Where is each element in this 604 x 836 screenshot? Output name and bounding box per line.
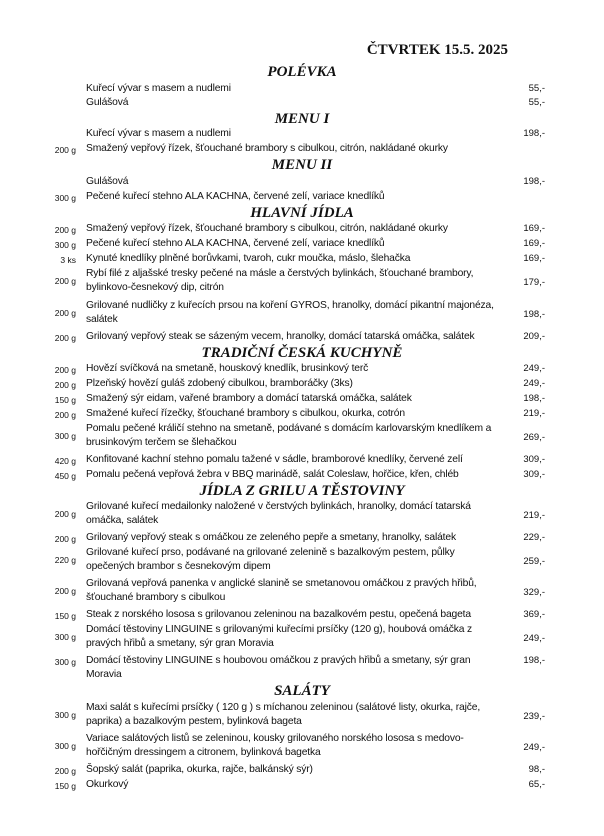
item-description: Domácí těstoviny LINGUINE s houbovou omáčkou z pravých hřibů a smetany, sýr gran Moravia <box>86 655 471 680</box>
item-price: 329,- <box>523 587 545 598</box>
item-price: 259,- <box>523 556 545 567</box>
menu-item <box>0 175 604 189</box>
item-price: 209,- <box>523 331 545 342</box>
item-weight: 300 g <box>54 431 76 441</box>
menu-item <box>0 190 604 204</box>
item-price: 229,- <box>523 532 545 543</box>
item-weight: 200 g <box>54 766 76 776</box>
item-description: Smažený sýr eidam, vařené brambory a domácí tatarská omáčka, salátek <box>86 393 412 404</box>
item-description: Gulášová <box>86 176 129 187</box>
item-weight: 200 g <box>54 333 76 343</box>
item-price: 219,- <box>523 510 545 521</box>
item-price: 198,- <box>523 176 545 187</box>
menu-item <box>0 392 604 406</box>
item-weight: 150 g <box>54 395 76 405</box>
item-description: Pečené kuřecí stehno ALA KACHNA, červené zelí, variace knedlíků <box>86 191 385 202</box>
menu-item <box>0 608 604 622</box>
menu-item <box>0 453 604 467</box>
item-weight: 150 g <box>54 781 76 791</box>
item-description: Steak z norského lososa s grilovanou zeleninou na bazalkovém pestu, opečená bageta <box>86 609 471 620</box>
item-weight: 200 g <box>54 586 76 596</box>
item-description: Kuřecí vývar s masem a nudlemi <box>86 128 231 139</box>
item-weight: 200 g <box>54 534 76 544</box>
item-description: Pečené kuřecí stehno ALA KACHNA, červené zelí, variace knedlíků <box>86 238 385 249</box>
menu-item <box>0 299 604 327</box>
item-description: Variace salátových listů se zeleninou, kousky grilovaného norského lososa s medovo-hořčičným dressingem a citronem, bylinková bagetka <box>86 733 464 758</box>
item-weight: 300 g <box>54 657 76 667</box>
item-description: Hovězí svíčková na smetaně, houskový knedlík, brusinkový terč <box>86 363 369 374</box>
item-price: 169,- <box>523 238 545 249</box>
menu-item <box>0 500 604 528</box>
item-weight: 300 g <box>54 741 76 751</box>
item-description: Smažený vepřový řízek, šťouchané brambory s cibulkou, citrón, nakládané okurky <box>86 223 448 234</box>
item-description: Okurkový <box>86 779 129 790</box>
menu-item <box>0 142 604 156</box>
item-price: 198,- <box>523 128 545 139</box>
item-price: 249,- <box>523 363 545 374</box>
menu-item <box>0 267 604 295</box>
item-price: 249,- <box>523 378 545 389</box>
item-price: 198,- <box>523 655 545 666</box>
item-weight: 300 g <box>54 632 76 642</box>
section-title: MENU II <box>271 157 333 173</box>
item-weight: 200 g <box>54 145 76 155</box>
section-title: SALÁTY <box>274 683 330 699</box>
item-price: 369,- <box>523 609 545 620</box>
item-description: Kynuté knedlíky plněné borůvkami, tvaroh, cukr moučka, máslo, šlehačka <box>86 253 411 264</box>
menu-item <box>0 577 604 605</box>
item-description: Konfitované kachní stehno pomalu tažené v sádle, bramborové knedlíky, červené zelí <box>86 454 463 465</box>
item-price: 269,- <box>523 432 545 443</box>
menu-item <box>0 237 604 251</box>
item-price: 249,- <box>523 742 545 753</box>
item-description: Grilované kuřecí prso, podávané na grilované zelenině s bazalkovým pestem, půlky opečených brambor s česnekovým dipem <box>86 547 455 572</box>
item-weight: 300 g <box>54 240 76 250</box>
section-title: MENU I <box>274 111 330 127</box>
item-price: 198,- <box>523 309 545 320</box>
menu-item <box>0 623 604 651</box>
item-price: 249,- <box>523 633 545 644</box>
item-weight: 3 ks <box>60 255 76 265</box>
item-weight: 450 g <box>54 471 76 481</box>
menu-item <box>0 778 604 792</box>
item-price: 55,- <box>528 97 545 108</box>
item-weight: 150 g <box>54 611 76 621</box>
menu-item <box>0 422 604 450</box>
menu-item <box>0 468 604 482</box>
item-description: Grilovaný vepřový steak se sázeným vecem, hranolky, domácí tatarská omáčka, salátek <box>86 331 475 342</box>
item-description: Maxi salát s kuřecími prsíčky ( 120 g ) s míchanou zeleninou (salátové listy, okurka, rajče, paprika) a bazalkovým pestem, bylinková bageta <box>86 702 481 727</box>
menu-item <box>0 127 604 141</box>
item-description: Grilovaný vepřový steak s omáčkou ze zeleného pepře a smetany, hranolky, salátek <box>86 532 456 543</box>
menu-date: ČTVRTEK 15.5. 2025 <box>366 42 508 58</box>
item-description: Gulášová <box>86 97 129 108</box>
menu-item <box>0 82 604 96</box>
section-title: TRADIČNÍ ČESKÁ KUCHYNĚ <box>201 345 403 361</box>
item-description: Kuřecí vývar s masem a nudlemi <box>86 83 231 94</box>
menu-item <box>0 330 604 344</box>
item-weight: 200 g <box>54 308 76 318</box>
item-price: 239,- <box>523 711 545 722</box>
item-price: 169,- <box>523 223 545 234</box>
item-description: Šopský salát (paprika, okurka, rajče, balkánský sýr) <box>86 764 313 775</box>
item-weight: 200 g <box>54 509 76 519</box>
item-description: Grilovaná vepřová panenka v anglické slanině se smetanovou omáčkou z pravých hřibů, šťouchané brambory s cibulkou <box>86 578 477 603</box>
item-description: Grilované kuřecí medailonky naložené v čerstvých bylinkách, hranolky, domácí tatarská omáčka, salátek <box>86 501 471 526</box>
item-weight: 420 g <box>54 456 76 466</box>
item-price: 309,- <box>523 469 545 480</box>
menu-item <box>0 407 604 421</box>
menu-item <box>0 546 604 574</box>
section-title: HLAVNÍ JÍDLA <box>250 205 354 221</box>
menu-item <box>0 701 604 729</box>
item-weight: 200 g <box>54 276 76 286</box>
item-description: Smažený vepřový řízek, šťouchané brambory s cibulkou, citrón, nakládané okurky <box>86 143 448 154</box>
item-price: 55,- <box>528 83 545 94</box>
item-weight: 200 g <box>54 365 76 375</box>
menu-item <box>0 252 604 266</box>
item-weight: 200 g <box>54 380 76 390</box>
item-description: Pomalu pečené králičí stehno na smetaně, podávané s domácím karlovarským knedlíkem a brusinkovým terčem se šlehačkou <box>86 423 492 448</box>
item-description: Domácí těstoviny LINGUINE s grilovanými kuřecími prsíčky (120 g), houbová omáčka z pravých hřibů a smetany, sýr gran Moravia <box>86 624 472 649</box>
item-description: Grilované nudličky z kuřecích prsou na koření GYROS, hranolky, domácí pikantní majonéza, salátek <box>86 300 494 325</box>
menu-item <box>0 377 604 391</box>
item-description: Rybí filé z aljašské tresky pečené na másle a čerstvých bylinkách, šťouchané brambory, bylinkovo-česnekový dip, citrón <box>86 268 474 293</box>
item-price: 179,- <box>523 277 545 288</box>
item-weight: 200 g <box>54 225 76 235</box>
section-title: JÍDLA Z GRILU A TĚSTOVINY <box>199 483 405 499</box>
menu-item <box>0 531 604 545</box>
item-weight: 300 g <box>54 193 76 203</box>
item-price: 198,- <box>523 393 545 404</box>
item-price: 98,- <box>528 764 545 775</box>
item-price: 309,- <box>523 454 545 465</box>
item-description: Plzeňský hovězí guláš zdobený cibulkou, bramboráčky (3ks) <box>86 378 353 389</box>
menu-item <box>0 732 604 760</box>
menu-item <box>0 222 604 236</box>
item-description: Pomalu pečená vepřová žebra v BBQ marinádě, salát Coleslaw, hořčice, křen, chléb <box>86 469 459 480</box>
menu-item <box>0 763 604 777</box>
item-price: 169,- <box>523 253 545 264</box>
menu-item <box>0 362 604 376</box>
item-price: 219,- <box>523 408 545 419</box>
section-title: POLÉVKA <box>267 64 337 80</box>
menu-item <box>0 96 604 110</box>
item-weight: 220 g <box>54 555 76 565</box>
item-weight: 300 g <box>54 710 76 720</box>
item-price: 65,- <box>528 779 545 790</box>
menu-item <box>0 654 604 680</box>
item-description: Smažené kuřecí řízečky, šťouchané brambory s cibulkou, okurka, cotrón <box>86 408 405 419</box>
item-weight: 200 g <box>54 410 76 420</box>
